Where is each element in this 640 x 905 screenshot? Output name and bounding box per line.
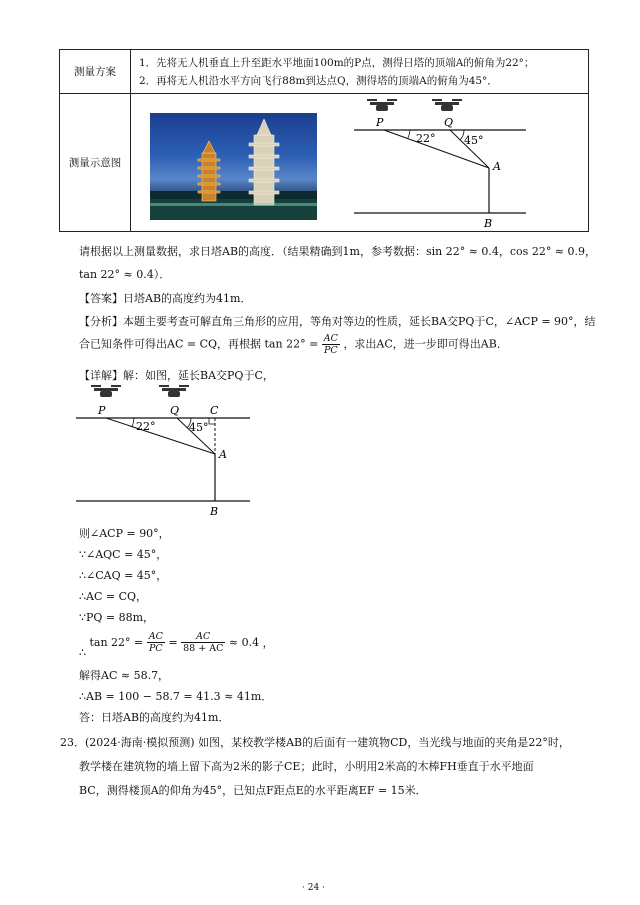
step-1: 则∠ACP = 90°， [79,527,170,540]
label-A: A [219,448,227,461]
eq-fraction-2-num: AC [181,631,225,643]
label-C: C [210,404,219,417]
label-B: B [484,217,493,230]
eq-fraction-2-den: 88 + AC [183,643,224,654]
angle-22-label: 22° [136,420,156,433]
question-line-2: tan 22° ≈ 0.4）． [79,268,171,281]
step-3: ∴∠CAQ = 45°， [79,569,168,582]
eq-equals: = [168,636,178,649]
fraction-numerator: AC [323,333,338,344]
diagram-label-cell [60,94,131,232]
eq-fraction-1 [147,631,165,654]
label-P: P [376,116,384,129]
step-7: 解得AC ≈ 58.7， [79,669,170,682]
step-2: ∵∠AQC = 45°， [79,548,168,561]
therefore-symbol: ∴ [79,646,86,659]
drone-icon [91,385,121,397]
answer-text: 【答案】日塔AB的高度约为41m． [79,292,252,305]
label-Q: Q [170,404,180,417]
plan-label-cell [60,50,131,94]
label-B: B [210,505,219,518]
label-A: A [493,160,501,173]
detail-intro: 【详解】解：如图，延长BA交PQ于C， [79,369,274,382]
diagram-solution [76,382,262,518]
step-8: ∴AB = 100 − 58.7 = 41.3 ≈ 41m． [79,690,273,703]
analysis-line-1: 【分析】本题主要考查可解直角三角形的应用，等角对等边的性质，延长BA交PQ于C，∠ACP = 90°，结 [79,315,596,328]
drone-icon [432,99,462,111]
eq-fraction-1-den: PC [149,643,163,654]
fraction-denominator: PC [324,345,338,356]
analysis-fraction [322,333,340,356]
q23-line-1: 23．(2024·海南·模拟预测) 如图，某校教学楼AB的后面有一建筑物CD，当光线与地面的夹角是22°时， [60,736,570,749]
analysis-text-b: ，求出AC，进一步即可得出AB． [343,337,508,351]
q23-line-2: 教学楼在建筑物的墙上留下高为2米的影子CE；此时，小明用2米高的木棒FH垂直于水平地面 [79,760,534,773]
drone-icon [159,385,189,397]
eq-tan: tan 22° = [89,636,144,649]
plan-step-1: 1．先将无人机垂直上升至距水平地面100m的P点，测得日塔的顶端A的俯角为22°； [139,56,535,69]
label-Q: Q [444,116,454,129]
towers-illustration [150,113,317,220]
page-number: · 24 · [302,883,325,893]
plan-step-2: 2．再将无人机沿水平方向飞行88m到达点Q，测得塔的顶端A的俯角为45°． [139,74,498,87]
towers-photo [150,113,317,220]
drone-icon [367,99,397,111]
step-5: ∵PQ = 88m， [79,611,155,624]
analysis-tan-left: tan 22° = [264,337,319,351]
angle-22-label: 22° [416,132,436,145]
eq-value: ≈ 0.4 [228,636,260,649]
plan-label: 测量方案 [74,66,116,78]
diagram-top [350,96,540,230]
label-P: P [98,404,106,417]
analysis-text-a: 合已知条件可得出AC = CQ，再根据 [79,337,262,351]
eq-fraction-2 [181,631,225,654]
step-6-equation [79,631,274,659]
q23-line-3: BC，测得楼顶A的仰角为45°，已知点F距点E的水平距离EF = 15米． [79,784,427,797]
diagram-label: 测量示意图 [68,157,122,169]
plan-content-cell [131,50,589,94]
step-9: 答：日塔AB的高度约为41m． [79,711,230,724]
question-line-1: 请根据以上测量数据，求日塔AB的高度．（结果精确到1m，参考数据：sin 22° ≈ 0.4，cos 22° ≈ 0.9， [79,245,597,258]
analysis-line-2 [79,333,508,356]
angle-45-label: 45° [464,134,484,147]
angle-45-label: 45° [189,421,209,434]
eq-fraction-1-num: AC [148,631,163,642]
eq-end: ， [262,636,274,650]
step-4: ∴AC = CQ， [79,590,148,603]
